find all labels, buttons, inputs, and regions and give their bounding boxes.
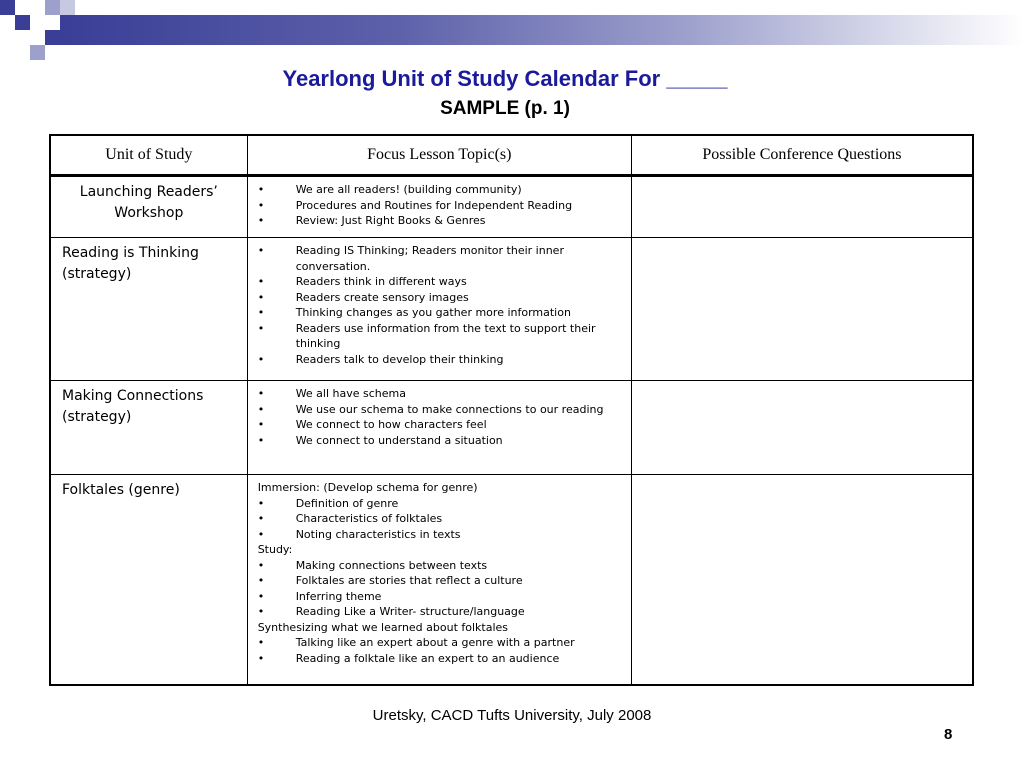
unit-cell <box>50 475 247 685</box>
topic-item <box>258 589 621 605</box>
unit-cell <box>50 381 247 475</box>
topic-text: Making connections between texts <box>295 558 488 572</box>
bullet-icon: • <box>257 198 265 212</box>
topic-text: We connect to how characters feel <box>295 418 487 431</box>
unit-name: Launching Readers’ Workshop <box>79 184 218 221</box>
topic-item <box>258 321 621 352</box>
bullet-icon: • <box>257 418 265 431</box>
topic-text: Review: Just Right Books & Genres <box>295 214 486 227</box>
bullet-icon: • <box>257 574 265 587</box>
topic-text: Readers think in different ways <box>295 275 467 288</box>
topic-text: We all have schema <box>295 387 406 400</box>
bullet-icon: • <box>257 496 265 510</box>
topic-text: Talking like an expert about a genre with a partner <box>295 636 575 649</box>
bullet-icon: • <box>257 306 265 319</box>
table-row <box>50 238 973 381</box>
topic-text: We use our schema to make connections to our reading <box>295 402 604 416</box>
topics-cell <box>247 176 631 238</box>
bullet-icon: • <box>257 244 265 257</box>
decorative-square <box>45 0 60 15</box>
topic-item <box>258 635 621 651</box>
topic-text: Reading Like a Writer- structure/language <box>295 605 525 618</box>
topic-item <box>258 604 621 620</box>
topic-item <box>258 417 621 433</box>
topic-item <box>258 402 621 418</box>
topic-item <box>258 433 621 449</box>
bullet-icon: • <box>257 558 265 572</box>
topic-text: Noting characteristics in texts <box>295 527 461 541</box>
topic-item <box>258 274 621 290</box>
topic-text: Definition of genre <box>295 496 399 510</box>
topic-item <box>258 480 621 496</box>
page-number: 8 <box>944 726 953 743</box>
topic-item <box>258 542 621 558</box>
topic-text: Reading IS Thinking; Readers monitor their inner conversation. <box>295 244 564 273</box>
decorative-square <box>60 0 75 15</box>
topics-list <box>248 177 631 229</box>
decorative-square <box>0 0 15 15</box>
decorative-square <box>45 30 60 45</box>
topic-item <box>258 305 621 321</box>
topic-text: Inferring theme <box>295 589 382 603</box>
topic-item <box>258 213 621 229</box>
table-header-row <box>50 135 973 176</box>
topic-item <box>258 496 621 512</box>
table-row <box>50 176 973 238</box>
topics-list <box>248 381 631 448</box>
footer-credit: Uretsky, CACD Tufts University, July 2008 <box>372 707 652 724</box>
topic-text: We are all readers! (building community) <box>295 183 522 196</box>
topic-item <box>258 386 621 402</box>
bullet-icon: • <box>257 275 265 288</box>
bullet-icon: • <box>257 636 265 649</box>
topics-cell <box>247 381 631 475</box>
topic-text: Readers talk to develop their thinking <box>295 352 504 366</box>
topics-list <box>248 475 631 666</box>
bullet-icon: • <box>257 290 265 304</box>
bullet-icon: • <box>257 589 265 603</box>
questions-cell <box>631 381 973 475</box>
bullet-icon: • <box>257 387 265 400</box>
decorative-square <box>15 15 30 30</box>
table-row <box>50 475 973 685</box>
unit-name: Reading is Thinking (strategy) <box>62 245 199 282</box>
topic-text: Synthesizing what we learned about folktales <box>257 620 509 634</box>
column-header-questions: Possible Conference Questions <box>631 135 973 176</box>
topic-item <box>258 198 621 214</box>
topic-text: Reading a folktale like an expert to an audience <box>295 651 560 665</box>
topic-text: Readers use information from the text to support their thinking <box>295 321 596 350</box>
unit-name: Making Connections (strategy) <box>62 388 204 425</box>
bullet-icon: • <box>257 402 265 416</box>
topic-text: Thinking changes as you gather more information <box>295 306 571 319</box>
topic-item <box>258 511 621 527</box>
questions-cell <box>631 238 973 381</box>
decorative-square <box>30 45 45 60</box>
column-header-topics: Focus Lesson Topic(s) <box>247 135 631 176</box>
topic-item <box>258 620 621 636</box>
topics-cell <box>247 238 631 381</box>
topic-item <box>258 573 621 589</box>
bullet-icon: • <box>257 433 265 447</box>
topic-item <box>258 651 621 667</box>
bullet-icon: • <box>257 527 265 541</box>
bullet-icon: • <box>257 352 265 366</box>
bullet-icon: • <box>257 605 265 618</box>
topic-text: Procedures and Routines for Independent Reading <box>295 198 573 212</box>
topic-text: Readers create sensory images <box>295 290 469 304</box>
questions-cell <box>631 176 973 238</box>
bullet-icon: • <box>257 183 265 196</box>
topic-item <box>258 182 621 198</box>
header-band <box>60 15 1024 45</box>
unit-cell <box>50 238 247 381</box>
topics-cell <box>247 475 631 685</box>
topic-item <box>258 290 621 306</box>
bullet-icon: • <box>257 321 265 335</box>
topic-text: We connect to understand a situation <box>295 433 503 447</box>
questions-cell <box>631 475 973 685</box>
page-subtitle: SAMPLE (p. 1) <box>440 98 570 119</box>
unit-name: Folktales (genre) <box>62 482 180 498</box>
topic-item <box>258 558 621 574</box>
topic-item <box>258 527 621 543</box>
page-title: Yearlong Unit of Study Calendar For _____ <box>282 66 728 91</box>
topic-text: Immersion: (Develop schema for genre) <box>257 481 478 494</box>
unit-cell <box>50 176 247 238</box>
column-header-unit: Unit of Study <box>50 135 247 176</box>
topics-list <box>248 238 631 367</box>
bullet-icon: • <box>257 651 265 665</box>
table-row <box>50 381 973 475</box>
topic-item <box>258 352 621 368</box>
bullet-icon: • <box>257 512 265 525</box>
topic-item <box>258 243 621 274</box>
bullet-icon: • <box>257 214 265 227</box>
calendar-table <box>49 134 974 686</box>
topic-text: Characteristics of folktales <box>295 512 443 525</box>
topic-text: Study: <box>257 543 293 556</box>
topic-text: Folktales are stories that reflect a culture <box>295 574 523 587</box>
